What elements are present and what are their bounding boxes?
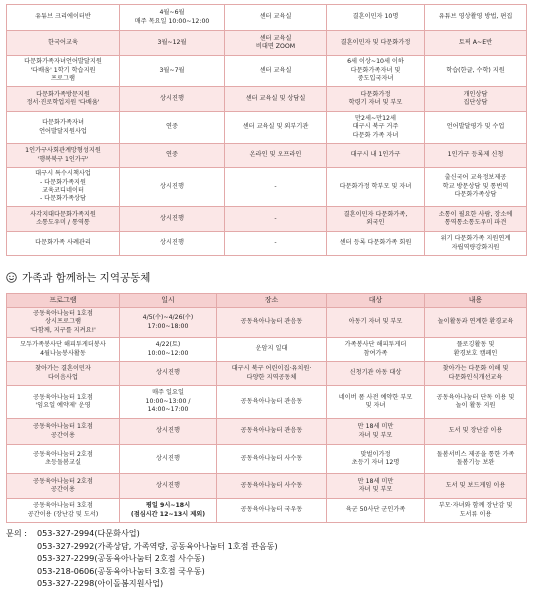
place-cell: - — [225, 207, 327, 232]
header-date: 일시 — [120, 294, 217, 308]
table-row — [7, 386, 527, 419]
content-cell: 개인상담 집단상담 — [425, 87, 527, 112]
program-cell: 공동육아나눔터 2호점 공간이용 — [7, 474, 120, 499]
program-cell: 다문화가족 사례관리 — [7, 232, 120, 256]
place-cell: - — [225, 168, 327, 207]
program-cell: 공동육아나눔터 1호점 상시프로그램 '다함께, 지구를 지켜요!' — [7, 308, 120, 338]
target-cell: 결혼이민자 다문화가족, 외국인 — [327, 207, 425, 232]
inquiry-phone: 053-327-2992(가족상담, 가족역량, 공동육아나눔터 1호점 관음동) — [37, 540, 278, 551]
content-cell: 1인가구 등록제 신청 — [425, 144, 527, 168]
target-cell: 결혼이민자 및 다문화가정 — [327, 31, 425, 56]
table-row — [7, 144, 527, 168]
program-cell: 찾아가는 결혼이민자 다이음사업 — [7, 362, 120, 386]
date-cell: 4/5(수)~4/26(수) 17:00~18:00 — [120, 308, 217, 338]
inquiry-phone: 053-218-0606(공동육아나눔터 3호점 국우동) — [37, 565, 205, 576]
table-row — [7, 308, 527, 338]
inquiry-block — [6, 527, 278, 590]
content-cell: 찾아가는 다문화 이해 및 다문화인식개선교육 — [425, 362, 527, 386]
content-cell: 토픽 A~E반 — [425, 31, 527, 56]
inquiry-line — [6, 565, 278, 578]
target-cell: 만 18세 미만 자녀 및 부모 — [327, 419, 425, 445]
content-cell: 위기 다문화가족 지원연계 자립역량강화지원 — [425, 232, 527, 256]
content-cell: 유튜브 영상촬영 방법, 편집 — [425, 5, 527, 31]
program-cell: 한국어교육 — [7, 31, 120, 56]
content-cell: 공동육아나눔터 단독 이용 및 놀이 활동 지원 — [425, 386, 527, 419]
place-cell: 공동육아나눔터 관음동 — [217, 308, 327, 338]
program-cell: 다문화가족자녀언어발달지원 '다배움' 1학기 학습지원 프로그램 — [7, 56, 120, 87]
table-row — [7, 445, 527, 474]
target-cell: 맞벌이가정 초등기 자녀 12명 — [327, 445, 425, 474]
place-cell: 공동육아나눔터 사수동 — [217, 474, 327, 499]
date-cell: 상시진행 — [120, 474, 217, 499]
table-row — [7, 338, 527, 362]
header-place: 장소 — [217, 294, 327, 308]
inquiry-phone: 053-327-2994(다문화사업) — [37, 528, 140, 538]
place-cell: 센터 교육실 — [225, 56, 327, 87]
table-header-row — [7, 294, 527, 308]
program-cell: 다문화가족자녀 언어발달지원사업 — [7, 112, 120, 144]
inquiry-line — [6, 527, 278, 540]
program-cell: 공동육아나눔터 1호점 공간이용 — [7, 419, 120, 445]
content-cell: 플로깅활동 및 환경보호 캠페인 — [425, 338, 527, 362]
inquiry-line — [6, 577, 278, 590]
table-row — [7, 31, 527, 56]
place-cell: 센터 교육실 — [225, 5, 327, 31]
target-cell: 다문화가정 학부모 및 자녀 — [327, 168, 425, 207]
program-cell: 공동육아나눔터 1호점 '임요일 예약제' 운영 — [7, 386, 120, 419]
table-row — [7, 232, 527, 256]
place-cell: 공동육아나눔터 사수동 — [217, 445, 327, 474]
place-cell: 센터 교육실 및 외부기관 — [225, 112, 327, 144]
content-cell: 돌봄서비스 제공을 통한 가족 돌봄기능 보완 — [425, 445, 527, 474]
date-cell: 상시진행 — [120, 87, 225, 112]
table-row — [7, 207, 527, 232]
header-content: 내용 — [425, 294, 527, 308]
table-row — [7, 168, 527, 207]
target-cell: 다문화가정 학령기 자녀 및 부모 — [327, 87, 425, 112]
place-cell: 공동육아나눔터 관음동 — [217, 386, 327, 419]
program-cell: 모두가족봉사단 해피투게더봉사 4월나눔봉사활동 — [7, 338, 120, 362]
place-cell: 온라인 및 오프라인 — [225, 144, 327, 168]
section-title-text: 가족과 함께하는 지역공동체 — [22, 271, 151, 284]
place-cell: 공동육아나눔터 관음동 — [217, 419, 327, 445]
program-table-community — [6, 293, 527, 523]
date-cell: 상시진행 — [120, 445, 217, 474]
content-cell: 도서 및 장난감 이용 — [425, 419, 527, 445]
date-cell: 상시진행 — [120, 207, 225, 232]
date-cell: 4/22(토) 10:00~12:00 — [120, 338, 217, 362]
table-row — [7, 362, 527, 386]
date-cell: 평일 9시~18시 (점심시간 12~13시 제외) — [120, 499, 217, 523]
program-cell: 사각지대다문화가족지원 소통도우미 / 통역통 — [7, 207, 120, 232]
program-cell: 공동육아나눔터 3호점 공간이용 (장난감 및 도서) — [7, 499, 120, 523]
target-cell: 결혼이민자 10명 — [327, 5, 425, 31]
table-row — [7, 419, 527, 445]
table-row — [7, 112, 527, 144]
content-cell: 놀이활동과 연계한 환경교육 — [425, 308, 527, 338]
place-cell: 센터 교육실 및 상담실 — [225, 87, 327, 112]
date-cell: 상시진행 — [120, 168, 225, 207]
date-cell: 4월~6월 매주 목요일 10:00~12:00 — [120, 5, 225, 31]
program-cell: 유튜브 크리에이터반 — [7, 5, 120, 31]
place-cell: 운암지 일대 — [217, 338, 327, 362]
place-cell: 공동육아나눔터 국우동 — [217, 499, 327, 523]
date-cell: 연중 — [120, 144, 225, 168]
smiley-icon — [6, 272, 17, 283]
date-cell: 연중 — [120, 112, 225, 144]
inquiry-label: 문의 : — [6, 528, 27, 538]
inquiry-phone: 053-327-2299(공동육아나눔터 2호점 사수동) — [37, 553, 205, 564]
target-cell: 신청기관 아동 대상 — [327, 362, 425, 386]
content-cell: 소통이 필요한 사람, 장소에 통역통소통도우미 파견 — [425, 207, 527, 232]
program-cell: 공동육아나눔터 2호점 초등돌봄교실 — [7, 445, 120, 474]
target-cell: 만 18세 미만 자녀 및 부모 — [327, 474, 425, 499]
place-cell: 센터 교육실 비대면 ZOOM — [225, 31, 327, 56]
table-row — [7, 5, 527, 31]
header-program: 프로그램 — [7, 294, 120, 308]
table-row — [7, 474, 527, 499]
table-row — [7, 87, 527, 112]
date-cell: 3월~12월 — [120, 31, 225, 56]
target-cell: 가족봉사단 해피투게더 참여가족 — [327, 338, 425, 362]
content-cell: 학습(한글, 수학) 지원 — [425, 56, 527, 87]
program-cell: 1인가구사회관계망형성지원 '행복북구 1인가구' — [7, 144, 120, 168]
target-cell: 대구시 내 1인가구 — [327, 144, 425, 168]
table-row — [7, 499, 527, 523]
inquiry-phone: 053-327-2298(아이돌봄지원사업) — [37, 578, 164, 589]
header-target: 대상 — [327, 294, 425, 308]
date-cell: 매주 일요일 10:00~13:00 / 14:00~17:00 — [120, 386, 217, 419]
date-cell: 상시진행 — [120, 362, 217, 386]
inquiry-line — [6, 540, 278, 553]
place-cell: 대구시 북구 어린이집·유치원· 다양한 지역공동체 — [217, 362, 327, 386]
target-cell: 센터 등록 다문화가족 회원 — [327, 232, 425, 256]
target-cell: 6세 이상~10세 이하 다문화가족자녀 및 중도입국자녀 — [327, 56, 425, 87]
target-cell: 네이버 폼 사전 예약한 부모 및 자녀 — [327, 386, 425, 419]
section-title — [6, 269, 150, 285]
program-cell: 다문화가족방문지원 정서·진로학업지원 '다배움' — [7, 87, 120, 112]
program-table-top — [6, 4, 527, 256]
content-cell: 출신국어 교육정보제공 학교 방문상담 및 통번역 다문화가족상담 — [425, 168, 527, 207]
content-cell: 부모·자녀와 함께 장난감 및 도서류 이용 — [425, 499, 527, 523]
program-cell: 대구시 특수시책사업 - 다문화가족지원 교육코디네이터 - 다문화가족상담 — [7, 168, 120, 207]
place-cell: - — [225, 232, 327, 256]
date-cell: 3월~7월 — [120, 56, 225, 87]
target-cell: 만2세~만12세 대구시 북구 거주 다문화 가족 자녀 — [327, 112, 425, 144]
content-cell: 도서 및 보드게임 이용 — [425, 474, 527, 499]
table-row — [7, 56, 527, 87]
inquiry-line — [6, 552, 278, 565]
target-cell: 육군 50사단 군인가족 — [327, 499, 425, 523]
date-cell: 상시진행 — [120, 232, 225, 256]
target-cell: 아동기 자녀 및 부모 — [327, 308, 425, 338]
date-cell: 상시진행 — [120, 419, 217, 445]
content-cell: 언어발달평가 및 수업 — [425, 112, 527, 144]
